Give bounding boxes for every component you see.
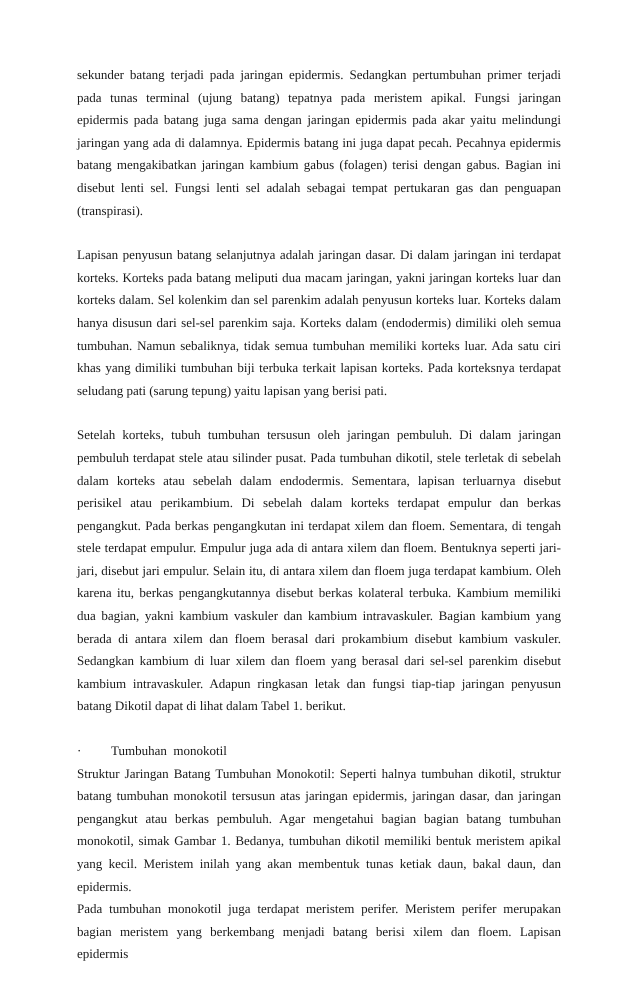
paragraph-struktur-monokotil: Struktur Jaringan Batang Tumbuhan Monokotil: Seperti halnya tumbuhan dikotil, struktur batang tumbuhan monokotil tersusun atas jaringan epidermis, jaringan dasar, dan jaringan pengangkut atau berkas pembuluh. Agar mengetahui bagian bagian batang tumbuhan monokotil, simak Gambar 1. Bedanya, tumbuhan dikotil memiliki bentuk meristem apikal yang kecil. Meristem inilah yang akan membentuk tunas ketiak daun, bakal daun, dan epidermis. [77, 765, 561, 894]
bullet-mark: · [77, 743, 82, 759]
bullet-monokotil [77, 740, 561, 763]
paragraph-jaringan-dasar: Lapisan penyusun batang selanjutnya adalah jaringan dasar. Di dalam jaringan ini terdapat korteks. Korteks pada batang meliputi dua macam jaringan, yakni jaringan korteks luar dan korteks dalam. Sel kolenkim dan sel parenkim adalah penyusun korteks luar. Korteks dalam hanya disusun dari sel-sel parenkim saja. Korteks dalam (endodermis) dimiliki oleh semua tumbuhan. Namun sebaliknya, tidak semua tumbuhan memiliki korteks luar. Ada satu ciri khas yang dimiliki tumbuhan biji terbuka terkait lapisan korteks. Pada korteksnya terdapat seludang pati (sarung tepung) yaitu lapisan yang berisi pati. [77, 247, 561, 398]
paragraph-jaringan-pembuluh: Setelah korteks, tubuh tumbuhan tersusun oleh jaringan pembuluh. Di dalam jaringan pembuluh terdapat stele atau silinder pusat. Pada tumbuhan dikotil, stele terletak di sebelah dalam korteks atau sebelah dalam endodermis. Sementara, lapisan terluarnya disebut perisikel atau perikambium. Di sebelah dalam korteks terdapat empulur dan berkas pengangkut. Pada berkas pengangkutan ini terdapat xilem dan floem. Sementara, di tengah stele terdapat empulur. Empulur juga ada di antara xilem dan floem. Bentuknya seperti jari-jari, disebut jari empulur. Selain itu, di antara xilem dan floem juga terdapat kambium. Oleh karena itu, berkas pengangkutannya disebut berkas kolateral terbuka. Kambium memiliki dua bagian, yakni kambium vaskuler dan kambium intravaskuler. Bagian kambium yang berada di antara xilem dan floem berasal dari prokambium disebut kambium vaskuler. Sedangkan kambium di luar xilem dan floem yang berasal dari sel-sel parenkim disebut kambium intravaskuler. Adapun ringkasan letak dan fungsi tiap-tiap jaringan penyusun batang Dikotil dapat di lihat dalam Tabel 1. berikut. [77, 427, 561, 714]
paragraph-epidermis: sekunder batang terjadi pada jaringan epidermis. Sedangkan pertumbuhan primer terjadi pada tunas terminal (ujung batang) tepatnya pada meristem apikal. Fungsi jaringan epidermis pada batang juga sama dengan jaringan epidermis pada akar yaitu melindungi jaringan yang ada di dalamnya. Epidermis batang ini juga dapat pecah. Pecahnya epidermis batang mengakibatkan jaringan kambium gabus (folagen) terisi dengan gabus. Bagian ini disebut lenti sel. Fungsi lenti sel adalah sebagai tempat pertukaran gas dan penguapan (transpirasi). [77, 67, 561, 218]
document-page [77, 64, 561, 966]
bullet-text: Tumbuhan monokotil [111, 743, 227, 759]
paragraph-meristem-perifer: Pada tumbuhan monokotil juga terdapat meristem perifer. Meristem perifer merupakan bagian meristem yang berkembang menjadi batang berisi xilem dan floem. Lapisan epidermis [77, 901, 561, 962]
